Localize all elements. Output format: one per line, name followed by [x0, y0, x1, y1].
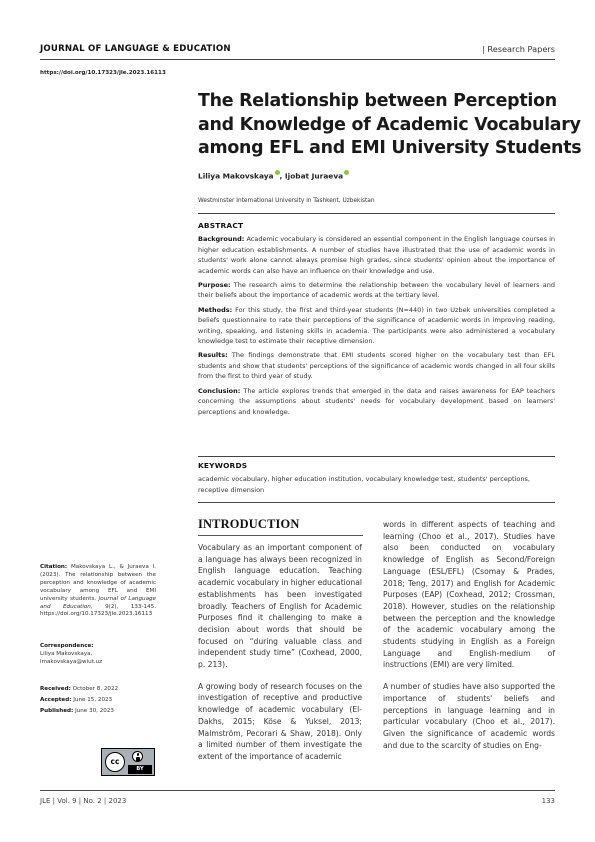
correspondence-email[interactable]: lmakovskaya@wiut.uz [40, 658, 103, 665]
keywords-bottom-divider [198, 502, 555, 503]
published-label: Published: [40, 707, 74, 714]
article-title [198, 90, 582, 161]
abstract-purpose [198, 280, 555, 301]
conclusion-label: Conclusion: [198, 386, 241, 395]
abstract-results [198, 350, 555, 381]
attribution-icon [132, 751, 143, 762]
correspondence-name: Liliya Makovskaya, [40, 650, 93, 657]
purpose-label: Purpose: [198, 281, 231, 290]
citation-label: Citation: [40, 564, 68, 570]
correspondence-block [40, 643, 156, 667]
intro-paragraph-1: Vocabulary as an important component of a language has always been recognized in English language education. Teaching academic vocabulary in higher educational establishments has been investigated broadly. Teachers of English for Academic Purposes find it challenging to make a decision about words that should be focused on “during valuable class and independent study time” (Coxhead, 2000, p. 213). [198, 543, 363, 670]
methods-text: For this study, the first and third-year students (N=440) in two Uzbek universities completed a beliefs questionnaire to rate their perceptions of the significance of academic words in improving reading, writing, speaking, and listening skills in academia. The participants were also administered a vocabulary knowledge test to estimate their receptive dimension. [198, 305, 555, 346]
intro-paragraph-4: A number of studies have also supported the importance of students' beliefs and perceptions in language learning and in particular vocabulary (Choo et al., 2017). Given the significance of academic words and due to the scarcity of studies on Eng- [383, 682, 555, 750]
citation-block [40, 564, 156, 619]
journal-name: JOURNAL OF LANGUAGE & EDUCATION [40, 44, 231, 54]
introduction-underline [198, 535, 363, 536]
author-separator: , [279, 171, 283, 181]
author-list [198, 170, 349, 180]
citation-tail[interactable]: 9(2), 133-145. https://doi.org/10.17323/jle.2023.16113 [40, 603, 156, 618]
introduction-heading: INTRODUCTION [198, 517, 300, 531]
published-date: June 30, 2023 [75, 707, 114, 714]
purpose-text: The research aims to determine the relationship between the vocabulary level of learners and their beliefs about the importance of academic words at the tertiary level. [198, 281, 555, 300]
accepted-label: Accepted: [40, 696, 72, 703]
footer-divider [40, 790, 555, 791]
doi-link[interactable]: https://doi.org/10.17323/jle.2023.16113 [40, 70, 166, 76]
abstract-methods [198, 305, 555, 347]
citation-journal: Journal of Language and Education, [40, 595, 156, 610]
keywords-heading: KEYWORDS [198, 461, 248, 470]
results-text: The findings demonstrate that EMI students scored higher on the vocabulary test than EFL students and show that students' perceptions of the significance of academic words changed in all four skills from the first to third year of study. [198, 351, 555, 381]
abstract-section [198, 221, 555, 421]
title-line-1: The Relationship between Perception [198, 91, 557, 111]
abstract-conclusion [198, 386, 555, 417]
results-label: Results: [198, 351, 228, 360]
body-column-2 [383, 519, 555, 761]
page-number: 133 [541, 797, 555, 805]
background-label: Background: [198, 235, 245, 244]
keywords-text: academic vocabulary, higher education institution, vocabulary knowledge test, students' perceptions, receptive dimension [198, 475, 530, 494]
intro-paragraph-2: A growing body of research focuses on the investigation of receptive and productive knowledge of academic vocabulary (El-Dakhs, 2015; Köse & Yuksel, 2013; Malmström, Pecorari & Shaw, 2018). Only a limited number of them investigate the extent of the importance of academic [198, 681, 362, 761]
received-date: October 8, 2022 [72, 686, 119, 692]
abstract-heading: ABSTRACT [198, 221, 244, 230]
received-label: Received: [40, 686, 71, 692]
keywords-divider [198, 456, 555, 457]
section-label: | Research Papers [482, 44, 555, 54]
intro-paragraph-3: words in different aspects of teaching and learning (Choo et al., 2017). Studies have also been conducted on vocabulary knowledge of English as Second/Foreign Language (ESL/EFL) (Csomay & Prades, 2018; Teng, 2017) and English for Academic Purposes (EAP) (Coxhead, 2012; Crossman, 2018). However, studies on the relationship between the perception and the knowledge of the academic vocabulary among the students studying in English as a Foreign Language and English-medium of instructions (EMI) are very limited. [383, 520, 555, 670]
correspondence-label: Correspondence: [40, 643, 94, 649]
cc-by-license-badge[interactable] [101, 748, 155, 776]
citation-text: Makovskaya L., & Juraeva I. (2023). The relationship between the perception and knowledge of academic vocabulary among EFL and EMI university students. [40, 564, 156, 602]
keywords-section [198, 461, 555, 499]
footer-issue-info: JLE | Vol. 9 | No. 2 | 2023 [40, 797, 127, 805]
body-column-1 [198, 542, 362, 773]
conclusion-text: The article explores trends that emerged in the data and raises awareness for EAP teachers concerning the assumptions about students' needs for vocabulary development based on learners' perceptions and knowledge. [198, 386, 555, 416]
author-1[interactable]: Liliya Makovskaya [198, 171, 274, 181]
abstract-top-divider [198, 213, 555, 214]
title-line-2: and Knowledge of Academic Vocabulary [198, 114, 581, 135]
author-2[interactable]: Ijobat Juraeva [284, 171, 344, 181]
cc-icon: cc [105, 752, 125, 772]
affiliation: Westminster International University in Tashkent, Uzbekistan [198, 198, 375, 204]
abstract-background [198, 234, 555, 276]
methods-label: Methods: [198, 305, 233, 314]
background-text: Academic vocabulary is considered an essential component in the English language courses in higher education establishments. A number of studies have illustrated that the use of academic words in students' work alone cannot always promise high grades, since students' opinion about the importance of academic words can also have an influence on their knowledge and use. [198, 235, 556, 275]
accepted-date: June 15, 2023 [73, 696, 113, 703]
orcid-icon[interactable] [344, 170, 349, 175]
title-line-3: among EFL and EMI University Students [198, 138, 582, 158]
by-label: BY [128, 765, 152, 774]
dates-block [40, 686, 156, 719]
header-divider [40, 59, 555, 60]
